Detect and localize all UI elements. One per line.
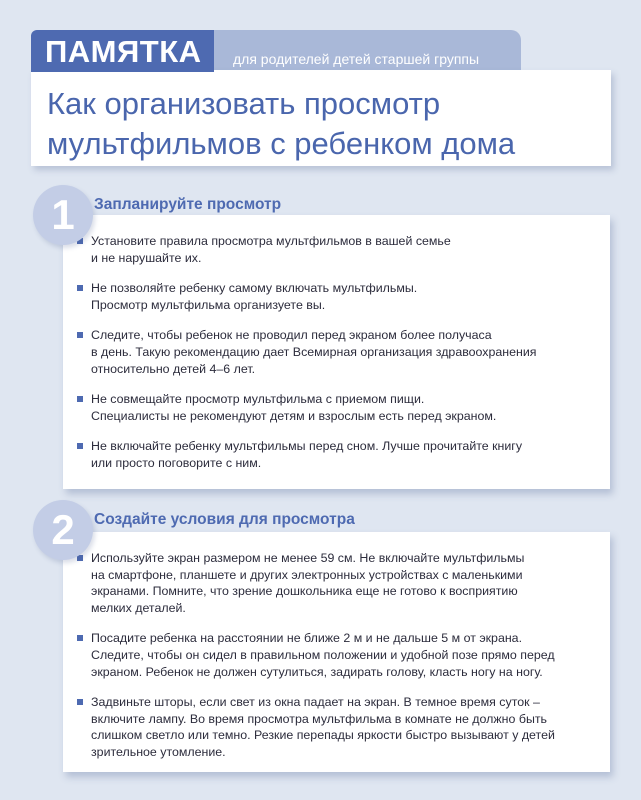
page-title	[31, 70, 611, 166]
audience-subtitle: для родителей детей старшей группы	[203, 30, 521, 72]
section-title-2: Создайте условия для просмотра	[94, 511, 355, 528]
memo-label: ПАМЯТКА	[31, 30, 214, 72]
list-item: Не совмещайте просмотр мультфильма с приемом пищи. Специалисты не рекомендуют детям и взрослым есть перед экраном.	[91, 391, 602, 424]
section-card-2	[63, 532, 610, 772]
list-item: Следите, чтобы ребенок не проводил перед экраном более получаса в день. Такую рекомендацию дает Всемирная организация здравоохранения относительно детей 4–6 лет.	[91, 327, 602, 377]
page-title-line: Как организовать просмотр	[47, 86, 441, 121]
list-item: Задвиньте шторы, если свет из окна падает на экран. В темное время суток – включите лампу. Во время просмотра мультфильма в комнате не должно быть слишком светло или темно. Резкие перепады яркости быстро вызывают у детей зрительное утомление.	[91, 694, 602, 760]
list-item: Посадите ребенка на расстоянии не ближе 2 м и не дальше 5 м от экрана. Следите, чтобы он сидел в правильном положении и удобной позе прямо перед экраном. Ребенок не должен сутулиться, задирать голову, класть ногу на ногу.	[91, 630, 602, 680]
section-number-1: 1	[33, 185, 93, 245]
list-item: Не включайте ребенку мультфильмы перед сном. Лучше прочитайте книгу или просто поговорите с ним.	[91, 438, 602, 471]
list-item: Установите правила просмотра мультфильмов в вашей семье и не нарушайте их.	[91, 233, 602, 266]
list-item: Используйте экран размером не менее 59 см. Не включайте мультфильмы на смартфоне, планшете и других электронных устройствах с маленькими экранами. Помните, что зрение дошкольника еще не готово к восприятию мелких деталей.	[91, 550, 602, 616]
section-number-2: 2	[33, 500, 93, 560]
page-title-line: мультфильмов с ребенком дома	[47, 126, 516, 161]
header-tag	[31, 30, 521, 72]
section-card-1	[63, 215, 610, 489]
list-item: Не позволяйте ребенку самому включать мультфильмы. Просмотр мультфильма организуете вы.	[91, 280, 602, 313]
section-title-1: Запланируйте просмотр	[94, 196, 282, 213]
